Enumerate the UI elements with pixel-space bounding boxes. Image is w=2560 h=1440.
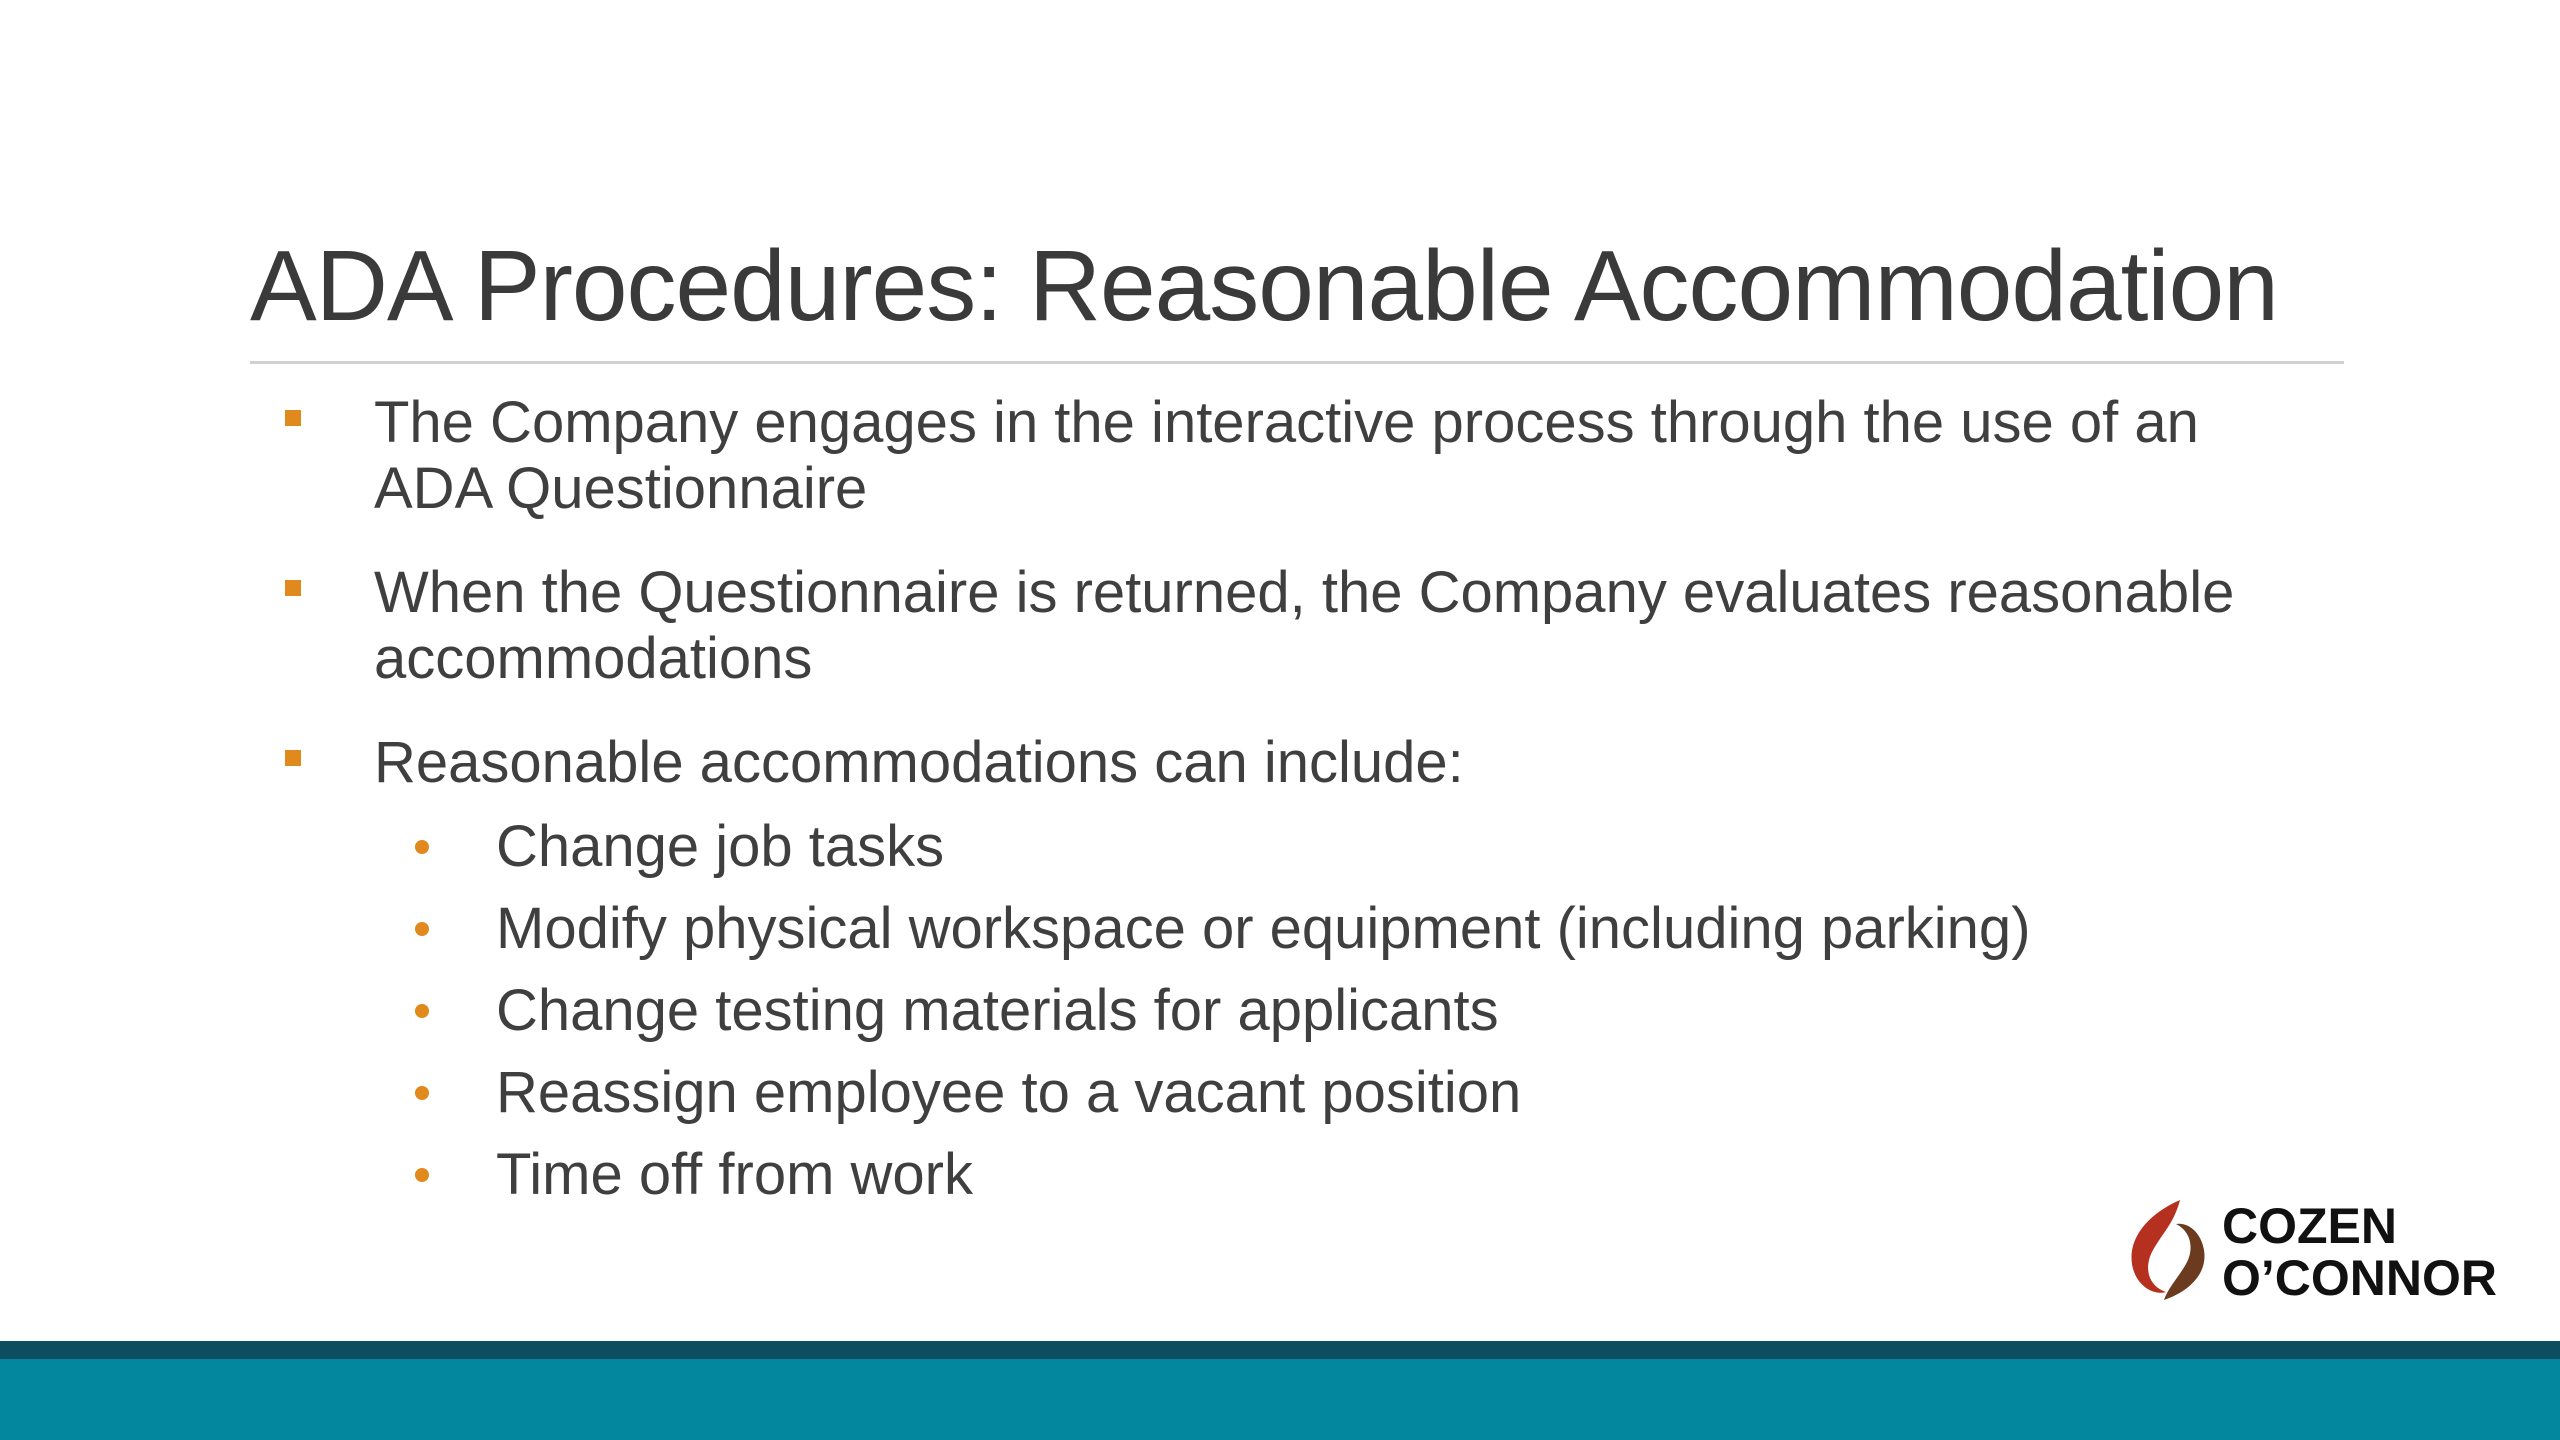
round-bullet-icon (415, 1168, 429, 1182)
bullet-text: Reasonable accommodations can include: (374, 730, 1464, 795)
round-bullet-icon (415, 840, 429, 854)
round-bullet-icon (415, 1004, 429, 1018)
sub-bullet-text: Change job tasks (496, 814, 945, 879)
sub-bullet-text: Modify physical workspace or equipment (including parking) (496, 896, 2031, 961)
sub-bullet-item (250, 888, 2310, 970)
bullet-item (250, 390, 2310, 522)
slide-title: ADA Procedures: Reasonable Accommodation (250, 230, 2278, 342)
slide-content (250, 390, 2310, 1216)
square-bullet-icon (285, 410, 301, 426)
company-logo (2118, 1196, 2528, 1306)
logo-swirl-icon (2118, 1196, 2218, 1306)
sub-bullet-text: Reassign employee to a vacant position (496, 1060, 1522, 1125)
round-bullet-icon (415, 922, 429, 936)
bullet-item (250, 560, 2310, 692)
square-bullet-icon (285, 750, 301, 766)
bullet-item (250, 730, 2310, 796)
logo-line-2: O’CONNOR (2222, 1250, 2497, 1306)
sub-bullet-item (250, 970, 2310, 1052)
footer-band (0, 1359, 2560, 1440)
sub-bullet-list (250, 806, 2310, 1216)
sub-bullet-item (250, 1052, 2310, 1134)
round-bullet-icon (415, 1086, 429, 1100)
sub-bullet-item (250, 1134, 2310, 1216)
sub-bullet-text: Time off from work (496, 1142, 973, 1207)
bullet-text: The Company engages in the interactive process through the use of an ADA Questionnaire (374, 390, 2199, 521)
title-divider (250, 361, 2344, 364)
sub-bullet-item (250, 806, 2310, 888)
bullet-text: When the Questionnaire is returned, the Company evaluates reasonable accommodations (374, 560, 2235, 691)
footer-band-dark (0, 1341, 2560, 1359)
logo-text (2222, 1200, 2497, 1304)
square-bullet-icon (285, 580, 301, 596)
sub-bullet-text: Change testing materials for applicants (496, 978, 1499, 1043)
logo-line-1: COZEN (2222, 1198, 2397, 1254)
